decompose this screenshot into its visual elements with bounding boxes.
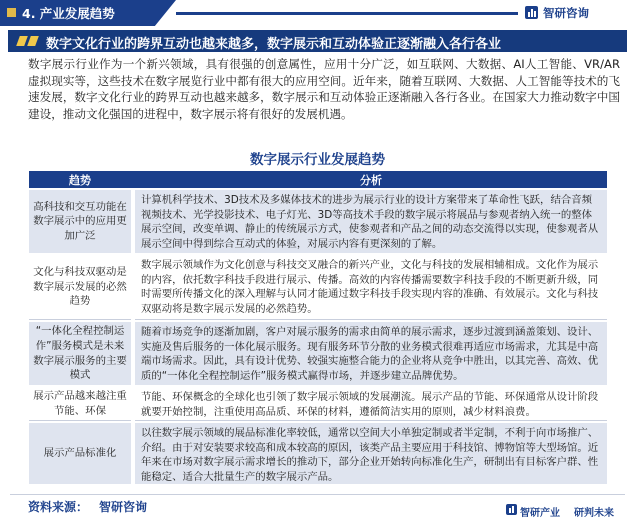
banner-accent-icon: [27, 36, 39, 46]
header-trend: 趋势: [69, 174, 91, 187]
brand-mark-icon: [506, 504, 517, 515]
section-header: [0, 0, 635, 26]
header-analysis: 分析: [360, 174, 382, 187]
header-rule: [176, 12, 518, 15]
banner-accent-icon: [16, 36, 28, 46]
trend-cell: 展示产品标准化: [29, 423, 131, 484]
trend-cell: 高科技和交互功能在数字展示中的应用更加广泛: [29, 190, 131, 253]
table-row: [29, 255, 607, 320]
table-row: [29, 322, 607, 385]
trend-cell: 文化与科技双驱动是数字展示发展的必然趋势: [29, 255, 131, 320]
source-label: 资料来源：: [28, 500, 89, 514]
analysis-cell: 随着市场竞争的逐渐加剧，客户对展示服务的需求由简单的展示需求，逐步过渡到涵盖策划、设计、实施及售后服务的一体化展示服务。现有服务环节分散的业务模式很难再适应市场需求，尤其是中高端市场需求。因此，具有设计优势、较强实施整合能力的企业将从竞争中胜出，以其完善、高效、优质的“一体化全程控制运作”服务模式赢得市场，并逐步建立品牌优势。: [135, 322, 607, 385]
table-row: [29, 387, 607, 421]
intro-paragraph: 数字展示行业作为一个新兴领域，具有很强的创意属性，应用十分广泛，如互联网、大数据、AI人工智能、VR/AR虚拟现实等，这些技术在数字展览行业中都有很大的应用空间。近年来，随着互联网、大数据、人工智能等技术的飞速发展，数字文化行业的跨界互动也越来越多，数字展示和互动体验正逐渐融入各行各业。在国家大力推动数字中国建设，推动文化强国的进程中，数字展示将有很好的发展机遇。: [28, 57, 620, 122]
square-bullet-icon: [7, 8, 16, 17]
table-title: 数字展示行业发展趋势: [250, 152, 385, 168]
section-title: 4. 产业发展趋势: [22, 6, 115, 21]
table-row: [29, 190, 607, 253]
footer-slogan-left: 智研产业: [520, 508, 560, 519]
table-header: [29, 171, 607, 188]
footer-divider: [10, 494, 625, 495]
brand-name: 智研咨询: [543, 6, 589, 20]
trend-cell: “一体化全程控制运作”服务模式是未来数字展示服务的主要模式: [29, 322, 131, 385]
headline-banner: [8, 30, 627, 52]
analysis-cell: 数字展示领域作为文化创意与科技交叉融合的新兴产业，文化与科技的发展相辅相成。文化作为展示的内容，依托数字科技手段进行展示、传播。高效的内容传播需要数字科技手段的不断更新升级，同时需要所传播文化的深入理解与认同才能通过数字科技手段实现内容的准确、有效展示。文化与科技双驱动将是数字展示发展的必然趋势。: [135, 255, 607, 320]
table-row: [29, 423, 607, 484]
analysis-cell: 以往数字展示领域的展品标准化率较低，通常以空间大小单独定制或者半定制，不利于向市场推广、介绍。由于对安装要求较高和成本较高的原因，该类产品主要应用于科技馆、博物馆等大型场馆。近年来在市场对数字展示需求增长的推动下，部分企业开始转向标准化生产，研制出有目标客户群、性能稳定、适合大批量生产的数字展示产品。: [135, 423, 607, 484]
banner-title: 数字文化行业的跨界互动也越来越多，数字展示和互动体验正逐渐融入各行各业: [46, 37, 502, 52]
footer-slogan-right: 研判未来: [574, 508, 614, 519]
brand-logo-icon: [524, 5, 539, 20]
analysis-cell: 节能、环保概念的全球化也引领了数字展示领域的发展潮流。展示产品的节能、环保通常从设计阶段就要开始控制，注重使用高品质、环保的材料，遵循简洁实用的原则，减少材料浪费。: [135, 387, 607, 421]
analysis-cell: 计算机科学技术、3D技术及多媒体技术的进步为展示行业的设计方案带来了革命性飞跃，结合音频视频技术、光学投影技术、电子灯光、3D等高技术手段的数字展示将展品与参观者纳入统一的整体展示空间，改变单调、静止的传统展示方式，使参观者和产品之间的动态交流得以实现，使参观者从展示空间中得到综合互动式的体验，对展示内容有更深刻的了解。: [135, 190, 607, 253]
source-name: 智研咨询: [99, 500, 148, 514]
trend-cell: 展示产品越来越注重节能、环保: [29, 387, 131, 421]
